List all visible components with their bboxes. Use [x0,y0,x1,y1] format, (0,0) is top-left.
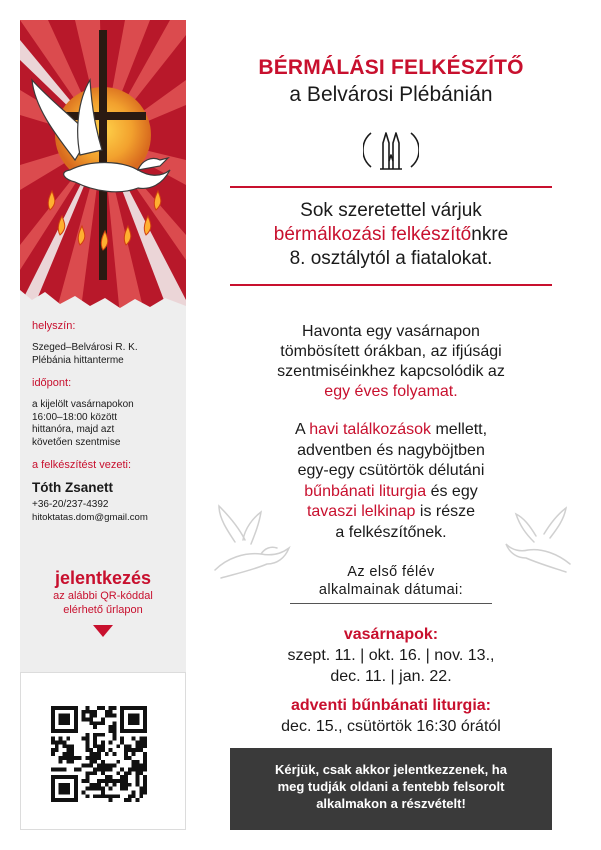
sundays-line1: szept. 11. | okt. 16. | nov. 13., [287,647,495,664]
location-label: helyszín: [32,320,76,332]
time-line4: követően szentmise [32,436,121,448]
para2-suffix2: és egy [426,482,478,500]
welcome-line3: 8. osztálytól a fiatalokat. [289,248,493,269]
para1-line2: tömbösített órákban, az ifjúsági [280,343,502,360]
divider-bottom [230,284,552,286]
dates-intro-line1: Az első félév [347,564,435,580]
program-description [230,322,552,402]
holy-spirit-illustration [20,20,186,316]
para2-prefix: A [294,421,310,438]
para2-suffix1: mellett, [431,421,488,438]
welcome-line1: Sok szeretettel várjuk [300,200,482,221]
qr-code[interactable] [51,706,147,802]
phone-number: +36-20/237-4392 [32,499,109,510]
time-line3: hittanóra, majd azt [32,424,115,435]
dates-intro [290,563,492,599]
para2-line2: adventben és nagyböjtben [297,441,485,459]
time-line2: 16:00–18:00 között [32,411,118,423]
dates-underline [290,603,492,604]
signup-title: jelentkezés [54,568,152,588]
dove-outline-icon [500,500,580,580]
organizer-name: Tóth Zsanett [32,480,113,495]
advent-date: dec. 15., csütörtök 16:30 órától [281,718,501,735]
notice-line3: alkalmakon a részvételt! [316,796,466,811]
para2-suffix3: is része [415,503,476,520]
signup-line1: az alábbi QR-kóddal [53,590,153,602]
dates-intro-line2: alkalmainak dátumai: [318,582,464,598]
para2-accent1: havi találkozások [309,421,432,438]
sundays-line2: dec. 11. | jan. 22. [330,667,452,685]
main-content [230,0,552,850]
para2-line6: a felkészítőnek. [335,523,447,541]
sidebar [20,20,186,830]
para2-accent3: tavaszi lelkinap [306,503,416,520]
welcome-accent: bérmálkozási felkészítő [273,224,472,245]
para2-accent2: bűnbánati liturgia [304,482,427,500]
location-line2: Plébánia hittanterme [32,354,124,366]
sidebar-info [32,320,182,524]
signup-section [20,568,186,637]
dove-outline-icon [205,500,297,592]
para2-line4 [230,482,552,503]
sundays-dates [230,646,552,687]
signup-line2: elérhető űrlapon [63,604,143,616]
arrow-down-icon [93,625,113,637]
location-line1: Szeged–Belvárosi R. K. [32,342,138,353]
notice-box [230,748,552,830]
advent-label: adventi bűnbánati liturgia: [290,697,491,714]
church-logo [363,125,419,173]
notice-line1: Kérjük, csak akkor jelentkezzenek, ha [275,762,507,777]
qr-box [20,672,186,830]
welcome-line2 [230,223,552,247]
time-label: időpont: [32,377,72,389]
para2-line1 [230,420,552,441]
page-title: BÉRMÁLÁSI FELKÉSZÍTŐ [258,56,524,79]
welcome-text [230,199,552,271]
para1-accent: egy éves folyamat. [324,383,458,400]
email-address: hitoktatas.dom@gmail.com [32,511,148,523]
para2-line3: egy-egy csütörtök délutáni [297,462,485,479]
organizer-label: a felkészítést vezeti: [32,459,132,471]
welcome-suffix: nkre [471,224,509,245]
para1-line3: szentmiséinkhez kapcsolódik az [277,363,505,380]
notice-line2: meg tudják oldani a fentebb felsorolt [277,779,505,794]
para1-line1: Havonta egy vasárnapon [302,323,480,340]
page-subtitle: a Belvárosi Plébánián [289,83,493,106]
time-line1: a kijelölt vasárnapokon [32,399,134,410]
sundays-label: vasárnapok: [343,626,439,643]
divider-top [230,186,552,188]
